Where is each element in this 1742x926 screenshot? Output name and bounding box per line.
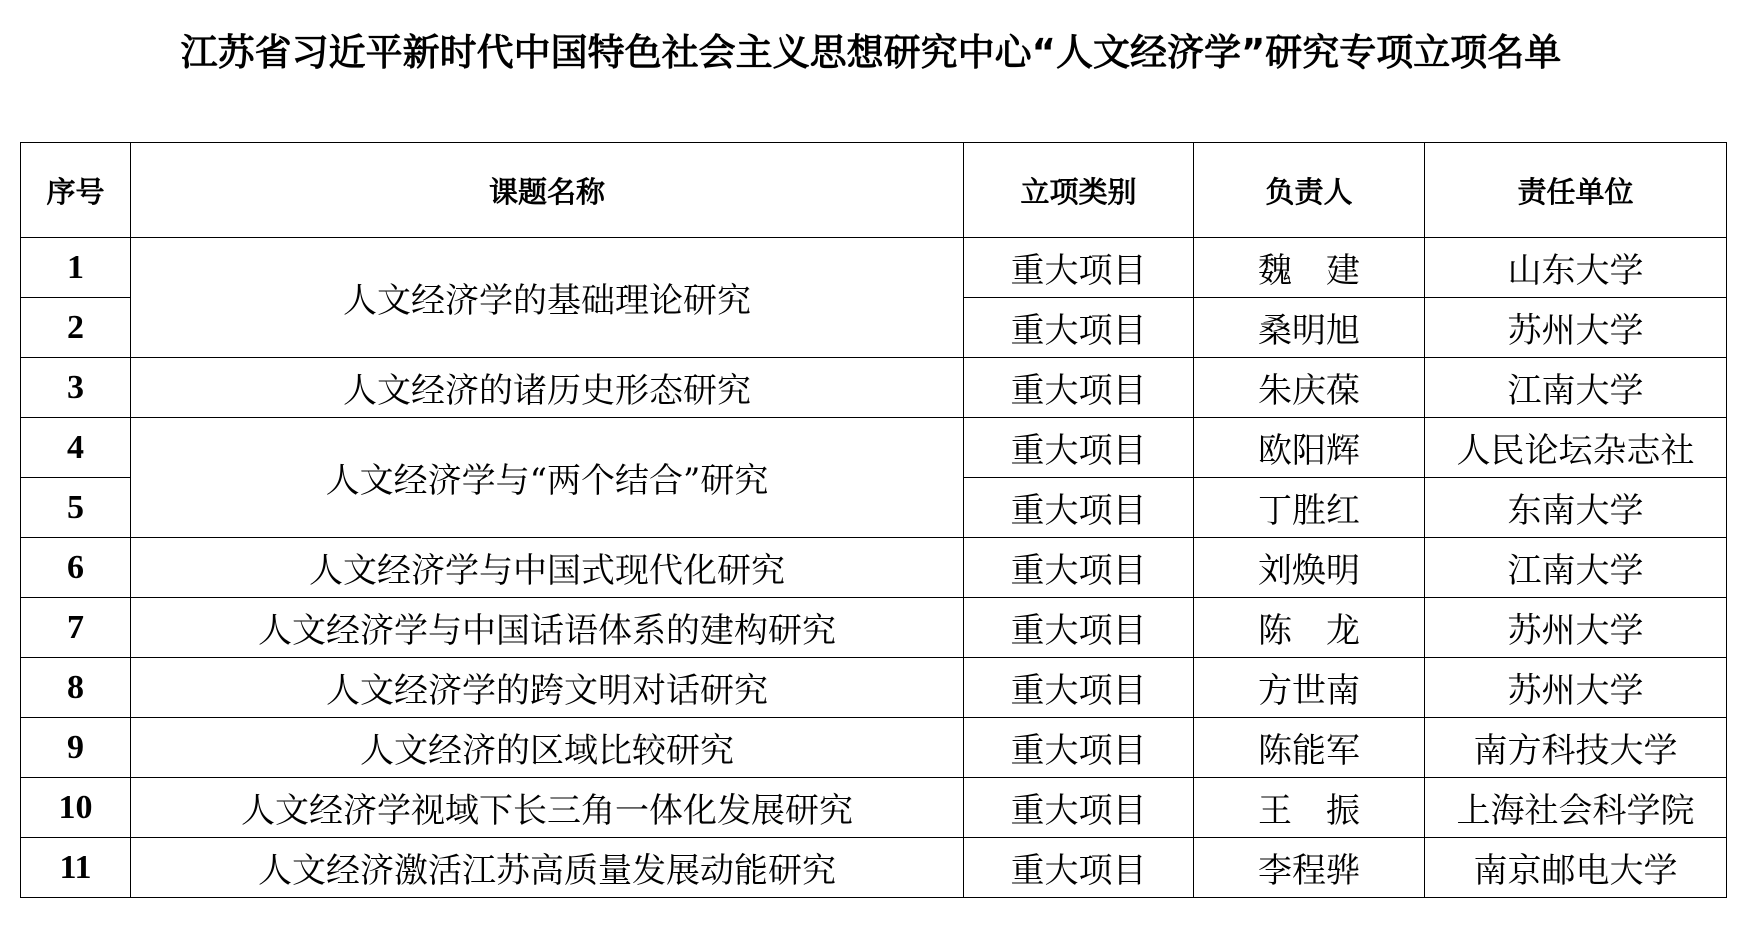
table-row [21, 658, 1727, 718]
topic-cell: 人文经济学视域下长三角一体化发展研究 [131, 778, 964, 838]
leader-cell: 陈 龙 [1194, 598, 1425, 658]
leader-cell: 刘焕明 [1194, 538, 1425, 598]
header-topic-name: 课题名称 [131, 143, 964, 238]
category-cell: 重大项目 [964, 298, 1194, 358]
table-row [21, 718, 1727, 778]
topic-cell: 人文经济学与中国式现代化研究 [131, 538, 964, 598]
category-cell: 重大项目 [964, 838, 1194, 898]
topic-cell: 人文经济学的跨文明对话研究 [131, 658, 964, 718]
category-cell: 重大项目 [964, 418, 1194, 478]
topic-cell: 人文经济学的基础理论研究 [131, 238, 964, 358]
table-row [21, 598, 1727, 658]
table-row [21, 778, 1727, 838]
unit-cell: 南方科技大学 [1425, 718, 1727, 778]
unit-cell: 上海社会科学院 [1425, 778, 1727, 838]
topic-cell: 人文经济激活江苏高质量发展动能研究 [131, 838, 964, 898]
table-header-row [21, 143, 1727, 238]
unit-cell: 山东大学 [1425, 238, 1727, 298]
serial-number-cell: 8 [21, 658, 131, 718]
serial-number-cell: 11 [21, 838, 131, 898]
category-cell: 重大项目 [964, 538, 1194, 598]
unit-cell: 江南大学 [1425, 538, 1727, 598]
leader-cell: 李程骅 [1194, 838, 1425, 898]
category-cell: 重大项目 [964, 718, 1194, 778]
topic-cell: 人文经济学与“两个结合”研究 [131, 418, 964, 538]
leader-cell: 王 振 [1194, 778, 1425, 838]
leader-cell: 丁胜红 [1194, 478, 1425, 538]
category-cell: 重大项目 [964, 598, 1194, 658]
serial-number-cell: 5 [21, 478, 131, 538]
serial-number-cell: 1 [21, 238, 131, 298]
leader-cell: 欧阳辉 [1194, 418, 1425, 478]
leader-cell: 方世南 [1194, 658, 1425, 718]
serial-number-cell: 7 [21, 598, 131, 658]
table-row [21, 418, 1727, 478]
header-principal-investigator: 负责人 [1194, 143, 1425, 238]
unit-cell: 苏州大学 [1425, 598, 1727, 658]
category-cell: 重大项目 [964, 238, 1194, 298]
unit-cell: 苏州大学 [1425, 658, 1727, 718]
topic-cell: 人文经济的诸历史形态研究 [131, 358, 964, 418]
page-title: 江苏省习近平新时代中国特色社会主义思想研究中心“人文经济学”研究专项立项名单 [180, 31, 1562, 74]
unit-cell: 东南大学 [1425, 478, 1727, 538]
category-cell: 重大项目 [964, 358, 1194, 418]
unit-cell: 人民论坛杂志社 [1425, 418, 1727, 478]
leader-cell: 陈能军 [1194, 718, 1425, 778]
table-row [21, 838, 1727, 898]
header-project-category: 立项类别 [964, 143, 1194, 238]
header-serial-number: 序号 [21, 143, 131, 238]
serial-number-cell: 4 [21, 418, 131, 478]
topic-cell: 人文经济学与中国话语体系的建构研究 [131, 598, 964, 658]
category-cell: 重大项目 [964, 478, 1194, 538]
project-list-table [20, 142, 1727, 898]
header-responsible-unit: 责任单位 [1425, 143, 1727, 238]
topic-cell: 人文经济的区域比较研究 [131, 718, 964, 778]
serial-number-cell: 9 [21, 718, 131, 778]
serial-number-cell: 2 [21, 298, 131, 358]
leader-cell: 朱庆葆 [1194, 358, 1425, 418]
unit-cell: 南京邮电大学 [1425, 838, 1727, 898]
category-cell: 重大项目 [964, 778, 1194, 838]
leader-cell: 魏 建 [1194, 238, 1425, 298]
table-row [21, 358, 1727, 418]
unit-cell: 江南大学 [1425, 358, 1727, 418]
leader-cell: 桑明旭 [1194, 298, 1425, 358]
serial-number-cell: 3 [21, 358, 131, 418]
table-row [21, 238, 1727, 298]
serial-number-cell: 6 [21, 538, 131, 598]
table-row [21, 538, 1727, 598]
unit-cell: 苏州大学 [1425, 298, 1727, 358]
category-cell: 重大项目 [964, 658, 1194, 718]
serial-number-cell: 10 [21, 778, 131, 838]
